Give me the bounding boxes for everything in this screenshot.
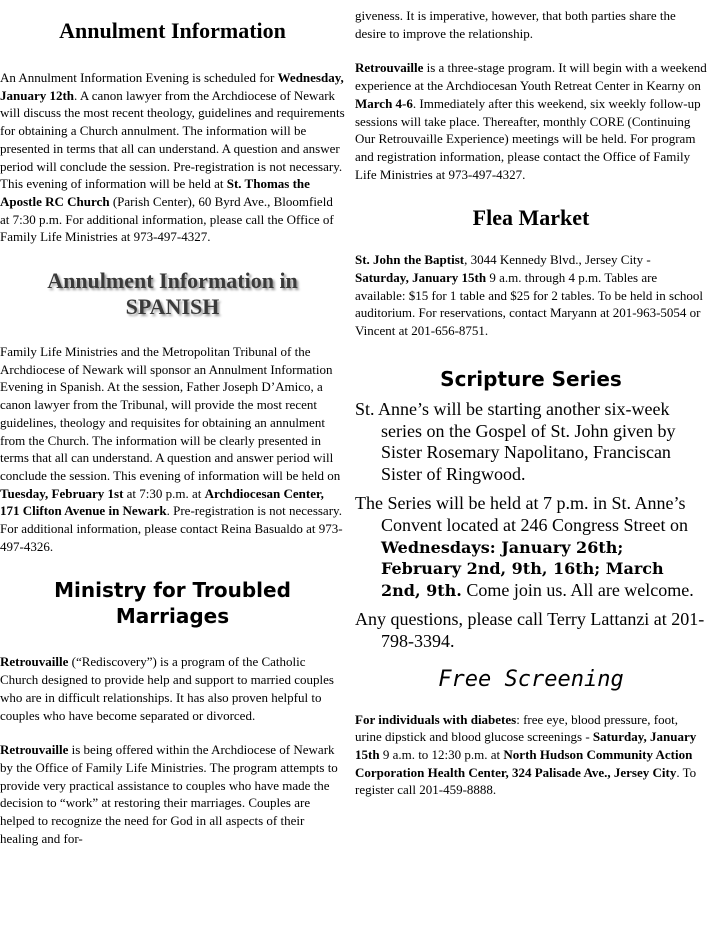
scripture-paragraph-1: St. Anne’s will be starting another six-week series on the Gospel of St. John given by Sister Rosemary Napolitano, Franciscan Sister of Ringwood.	[355, 398, 676, 485]
left-column	[0, 0, 345, 848]
spanish-paragraph: Family Life Ministries and the Metropolitan Tribunal of the Archdiocese of Newark will sponsor an Annulment Information Evening in Spanish. At the session, Father Joseph D’Amico, a canon lawyer from the Tribunal, will provide the most recent guidelines, theology and requisites for obtaining an annulment from the Church. The information will be clearly presented in terms that all can understand. A question and answer period will conclude the session. This evening of information will be held on Tuesday, February 1st at 7:30 p.m. at Archdiocesan Center, 171 Clifton Avenue in Newark. Pre-registration is not necessary. For additional information, please contact Reina Basualdo at 973-497-4326.	[0, 344, 343, 554]
flea-market-date: Saturday, January 15th	[355, 270, 487, 286]
scripture-paragraph-2: The Series will be held at 7 p.m. in St. Anne’s Convent located at 246 Congress Street on Wednesdays: January 26th; February 2nd, 9th, 16th; March 2nd, 9th. Come join us. All are welcome.	[355, 493, 694, 601]
flea-market-title: Flea Market	[472, 205, 590, 231]
annulment-place: St. Thomas the Apostle RC Church	[0, 176, 310, 209]
ministry-paragraph-2: Retrouvaille is being offered within the Archdiocese of Newark by the Office of Family Life Ministries. The program attempts to provide very practical assistance to couples who have made the decision to “work” at restoring their marriages. Couples are helped to recognize the need for God in all aspects of their healing and for-	[0, 742, 338, 846]
ministry-paragraph-1: Retrouvaille (“Rediscovery”) is a program of the Catholic Church designed to provide help and support to married couples who are in difficult relationships. It has also proven helpful to couples who have become separated or divorced.	[0, 654, 334, 723]
annulment-title: Annulment Information	[59, 18, 286, 43]
screening-place: North Hudson Community Action Corporation Health Center, 324 Palisade Ave., Jersey City	[355, 747, 693, 780]
spanish-title: Annulment Information in SPANISH	[47, 268, 298, 320]
right-column	[355, 0, 707, 799]
screening-paragraph: For individuals with diabetes: free eye, blood pressure, foot, urine dipstick and blood glucose screenings - Saturday, January 15th 9 a.m. to 12:30 p.m. at North Hudson Community Action Corporation Health Center, 324 Palisade Ave., Jersey City. To register call 201-459-8888.	[355, 711, 697, 798]
scripture-paragraph-3: Any questions, please call Terry Lattanzi at 201-798-3394.	[355, 609, 705, 651]
spanish-date: Tuesday, February 1st	[0, 485, 124, 501]
ministry-title: Ministry for Troubled Marriages	[54, 578, 291, 629]
scripture-body	[355, 399, 707, 653]
annulment-date: Wednesday, January 12th	[0, 70, 344, 103]
ministry-continued-paragraph-1: giveness. It is imperative, however, that both parties share the desire to improve the relationship.	[355, 8, 676, 41]
screening-title: Free Screening	[438, 666, 624, 692]
ministry-continued-paragraph-2: Retrouvaille is a three-stage program. It will begin with a weekend experience at the Archdiocesan Youth Retreat Center in Kearny on March 4-6. Immediately after this weekend, six weekly follow-up sessions will take place. Thereafter, monthly CORE (Continuing Our Retrouvaille Experience) meetings will be held. For program and registration information, please contact the Office of Family Life Ministries at 973-497-4327.	[355, 60, 707, 182]
scripture-dates: Wednesdays: January 26th; February 2nd, 9th, 16th; March 2nd, 9th.	[381, 537, 664, 601]
scripture-title: Scripture Series	[440, 366, 622, 391]
flea-market-paragraph: St. John the Baptist, 3044 Kennedy Blvd., Jersey City - Saturday, January 15th 9 a.m. through 4 p.m. Tables are available: $15 for 1 table and $25 for 2 tables. To be held in school auditorium. For reservations, contact Maryann at 201-963-5054 or Vincent at 201-656-8751.	[355, 252, 703, 339]
screening-date: Saturday, January 15th	[355, 729, 697, 763]
annulment-paragraph: An Annulment Information Evening is scheduled for Wednesday, January 12th. A canon lawyer from the Archdiocese of Newark will discuss the most recent theology, guidelines and requirements for obtaining a Church annulment. The information will be presented in terms that all can understand. A question and answer period will conclude the session. Pre-registration is not necessary. This evening of information will be held at St. Thomas the Apostle RC Church (Parish Center), 60 Byrd Ave., Bloomfield at 7:30 p.m. For additional information, please call the Office of Family Life Ministries at 973-497-4327.	[0, 70, 345, 245]
retreat-date: March 4-6	[355, 95, 413, 111]
spanish-place: Archdiocesan Center, 171 Clifton Avenue in Newark	[0, 485, 324, 519]
